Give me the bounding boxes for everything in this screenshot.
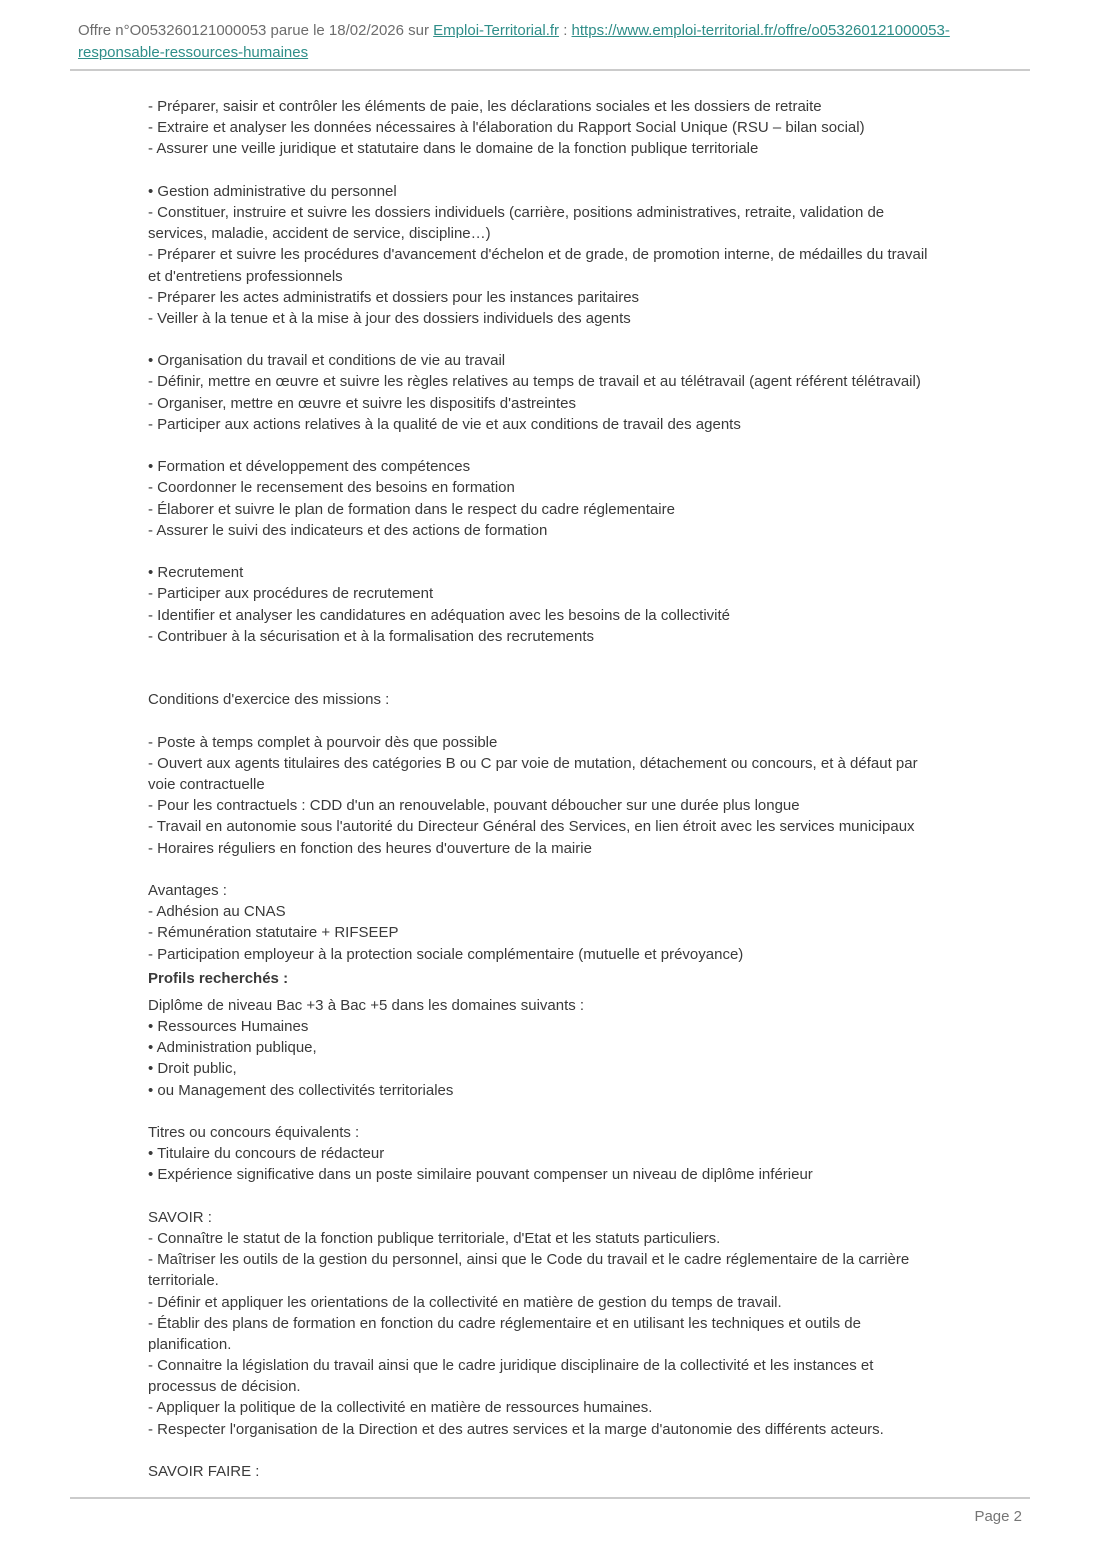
body-line: - Participation employeur à la protection sociale complémentaire (mutuelle et prévoyance) xyxy=(148,945,744,963)
blank-line xyxy=(148,1186,1048,1207)
body-line: - Définir, mettre en œuvre et suivre les règles relatives au temps de travail et au télétravail (agent référent télétravail) xyxy=(148,373,921,391)
body-line: planification. xyxy=(148,1335,232,1353)
body-line: - Poste à temps complet à pourvoir dès que possible xyxy=(148,733,498,751)
body-line: • Ressources Humaines xyxy=(148,1018,309,1036)
body-line: Diplôme de niveau Bac +3 à Bac +5 dans les domaines suivants : xyxy=(148,996,585,1014)
body-line: - Adhésion au CNAS xyxy=(148,903,286,921)
body-line: • ou Management des collectivités territoriales xyxy=(148,1081,454,1099)
body-line: Avantages : xyxy=(148,881,227,899)
header-site-link[interactable] xyxy=(433,22,559,39)
page-number: Page 2 xyxy=(974,1508,1022,1525)
body-line: Conditions d'exercice des missions : xyxy=(148,691,390,709)
body-line: - Appliquer la politique de la collectivité en matière de ressources humaines. xyxy=(148,1399,653,1417)
body-line: • Organisation du travail et conditions de vie au travail xyxy=(148,352,506,370)
body-line: voie contractuelle xyxy=(148,776,265,793)
body-line: - Participer aux actions relatives à la qualité de vie et aux conditions de travail des agents xyxy=(148,415,741,433)
body-line: - Extraire et analyser les données nécessaires à l'élaboration du Rapport Social Unique (RSU – bilan social) xyxy=(148,119,865,137)
body-line: - Maîtriser les outils de la gestion du personnel, ainsi que le Code du travail et le cadre réglementaire de la carrière xyxy=(148,1251,910,1269)
blank-line xyxy=(148,647,1048,668)
header-separator: : xyxy=(559,22,572,39)
blank-line xyxy=(148,1440,1048,1461)
body-line: Profils recherchés : xyxy=(148,969,289,987)
body-line: • Administration publique, xyxy=(148,1039,317,1057)
body-line: processus de décision. xyxy=(148,1378,301,1396)
document-body xyxy=(148,96,1048,1482)
body-line: - Pour les contractuels : CDD d'un an renouvelable, pouvant déboucher sur une durée plus longue xyxy=(148,797,800,815)
body-line: - Coordonner le recensement des besoins en formation xyxy=(148,479,515,497)
blank-line xyxy=(148,1101,1048,1122)
body-line: - Préparer les actes administratifs et dossiers pour les instances paritaires xyxy=(148,288,640,306)
blank-line xyxy=(148,710,1048,731)
header-offer-info: Offre n°O053260121000053 parue le 18/02/2026 sur xyxy=(78,22,434,39)
body-line: - Rémunération statutaire + RIFSEEP xyxy=(148,924,399,942)
body-line: - Assurer une veille juridique et statutaire dans le domaine de la fonction publique territoriale xyxy=(148,140,759,158)
document-header xyxy=(78,20,1030,64)
header-offer-url-line1: https://www.emploi-territorial.fr/offre/o053260121000053- xyxy=(571,22,950,39)
body-line: - Préparer, saisir et contrôler les éléments de paie, les déclarations sociales et les dossiers de retraite xyxy=(148,98,822,115)
body-line: - Ouvert aux agents titulaires des catégories B ou C par voie de mutation, détachement ou concours, et à défaut par xyxy=(148,754,918,772)
body-line: services, maladie, accident de service, discipline…) xyxy=(148,225,491,243)
body-line: SAVOIR FAIRE : xyxy=(148,1463,260,1480)
body-line: - Travail en autonomie sous l'autorité du Directeur Général des Services, en lien étroit avec les services municipaux xyxy=(148,818,915,836)
body-line: - Constituer, instruire et suivre les dossiers individuels (carrière, positions administratives, retraite, validation de xyxy=(148,203,885,221)
body-line: - Participer aux procédures de recrutement xyxy=(148,585,434,603)
body-line: - Établir des plans de formation en fonction du cadre réglementaire et en utilisant les techniques et outils de xyxy=(148,1314,861,1332)
body-line: Titres ou concours équivalents : xyxy=(148,1124,360,1141)
blank-line xyxy=(148,541,1048,562)
body-line: - Connaitre la législation du travail ainsi que le cadre juridique disciplinaire de la collectivité et les instances et xyxy=(148,1357,874,1375)
body-line: et d'entretiens professionnels xyxy=(148,267,343,285)
body-line: - Définir et appliquer les orientations de la collectivité en matière de gestion du temps de travail. xyxy=(148,1293,782,1311)
blank-line xyxy=(148,160,1048,181)
body-line: territoriale. xyxy=(148,1272,219,1290)
body-line: • Titulaire du concours de rédacteur xyxy=(148,1145,385,1163)
body-line: - Connaître le statut de la fonction publique territoriale, d'Etat et les statuts particuliers. xyxy=(148,1229,721,1247)
body-line: SAVOIR : xyxy=(148,1208,212,1226)
body-line: • Formation et développement des compétences xyxy=(148,458,471,476)
body-line: - Horaires réguliers en fonction des heures d'ouverture de la mairie xyxy=(148,839,592,857)
blank-line xyxy=(148,435,1048,456)
body-line: - Élaborer et suivre le plan de formation dans le respect du cadre réglementaire xyxy=(148,500,675,518)
body-line: • Gestion administrative du personnel xyxy=(148,182,397,200)
body-line: - Organiser, mettre en œuvre et suivre les dispositifs d'astreintes xyxy=(148,394,577,412)
body-line: - Respecter l'organisation de la Direction et des autres services et la marge d'autonomie des différents acteurs. xyxy=(148,1420,884,1438)
blank-line xyxy=(148,668,1048,689)
body-line: • Expérience significative dans un poste similaire pouvant compenser un niveau de diplôme inférieur xyxy=(148,1166,813,1184)
header-offer-url-line2: responsable-ressources-humaines xyxy=(78,44,309,61)
header-site-link-text: Emploi-Territorial.fr xyxy=(433,22,560,39)
body-line: • Droit public, xyxy=(148,1060,237,1078)
body-line: - Identifier et analyser les candidatures en adéquation avec les besoins de la collectivité xyxy=(148,606,731,624)
body-line: - Préparer et suivre les procédures d'avancement d'échelon et de grade, de promotion interne, de médailles du travail xyxy=(148,246,928,264)
header-divider xyxy=(70,69,1030,71)
body-line: - Contribuer à la sécurisation et à la formalisation des recrutements xyxy=(148,627,595,645)
body-line: - Assurer le suivi des indicateurs et des actions de formation xyxy=(148,521,548,539)
blank-line xyxy=(148,859,1048,880)
body-line: - Veiller à la tenue et à la mise à jour des dossiers individuels des agents xyxy=(148,309,631,327)
footer-divider xyxy=(70,1497,1030,1499)
blank-line xyxy=(148,329,1048,350)
body-line: • Recrutement xyxy=(148,564,244,582)
